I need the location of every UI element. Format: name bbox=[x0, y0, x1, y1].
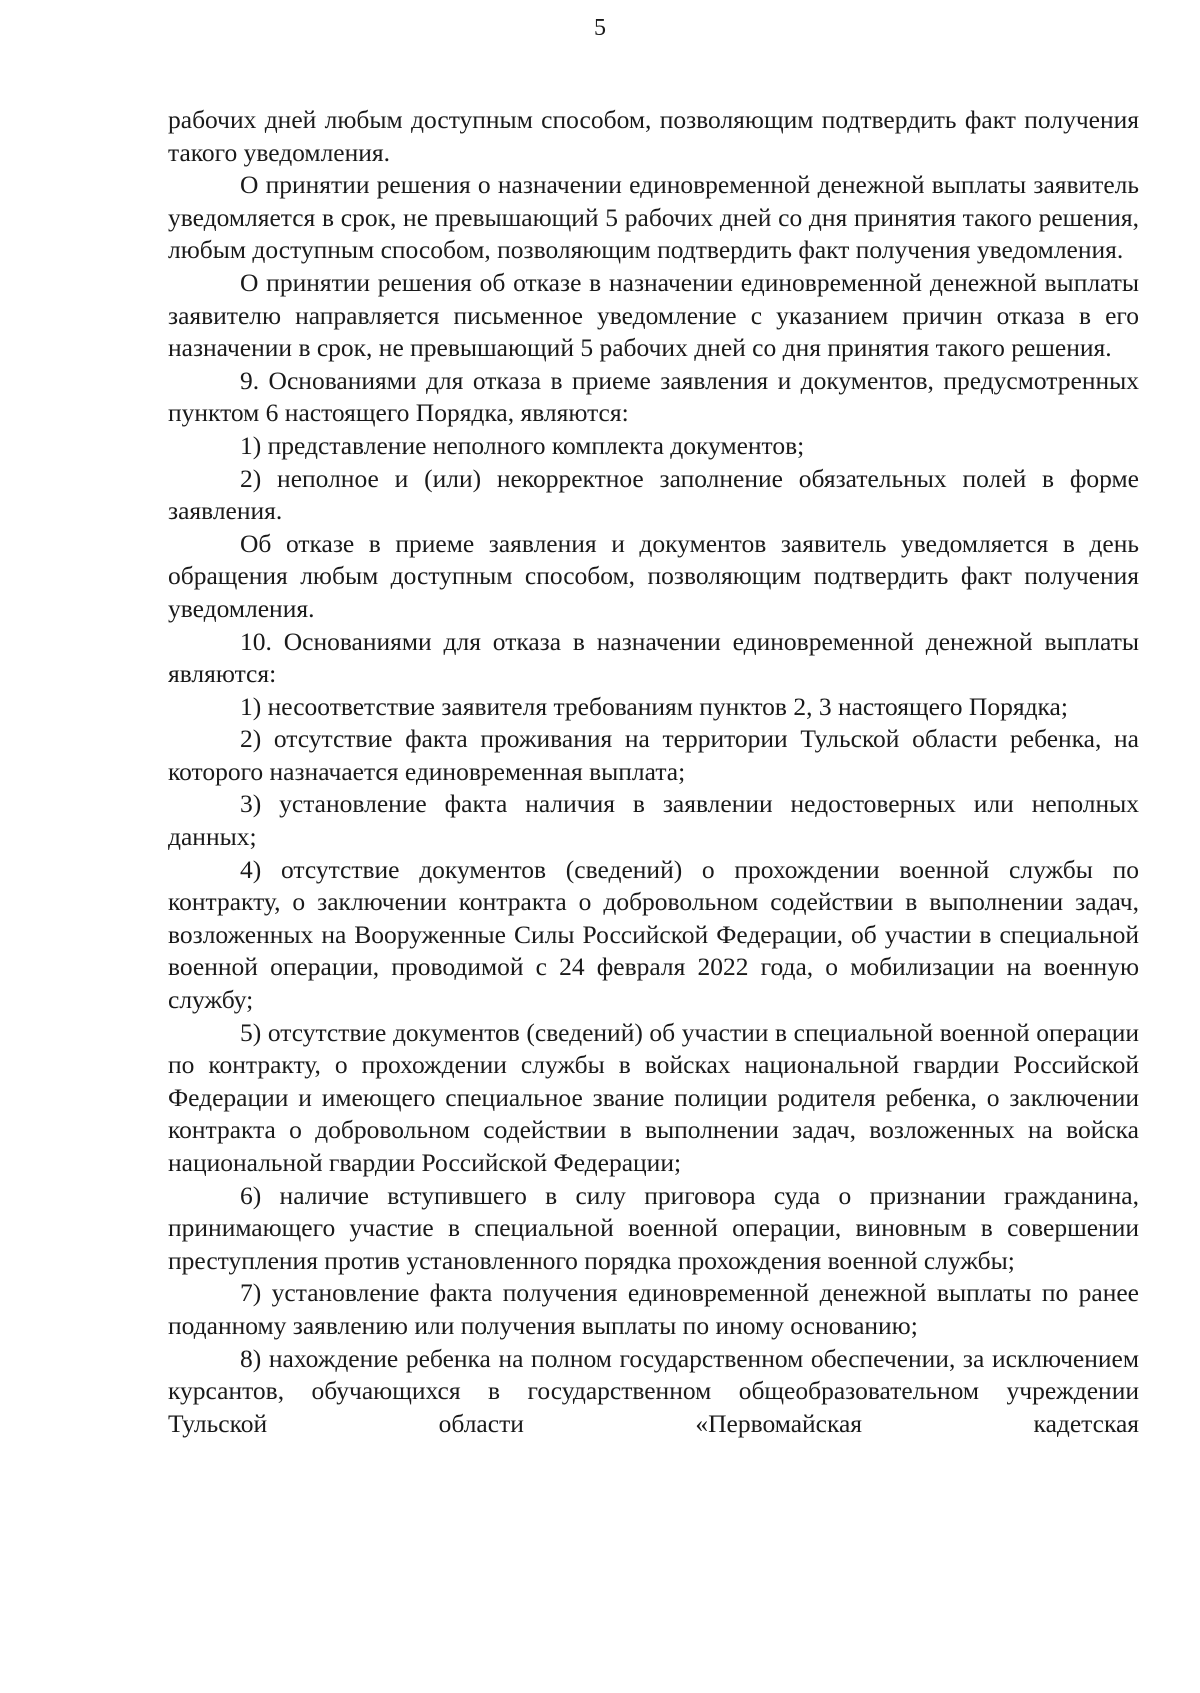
paragraph-item-10-5: 5) отсутствие документов (сведений) об участии в специальной военной операции по контракту, о прохождении службы в войсках национальной гвардии Российской Федерации и имеющего специальное звание полиции родителя ребенка, о заключении контракта о добровольном содействии в выполнении задач, возложенных на войска национальной гвардии Российской Федерации; bbox=[168, 1017, 1139, 1177]
paragraph-item-10: 10. Основаниями для отказа в назначении единовременной денежной выплаты являются: bbox=[168, 626, 1139, 689]
paragraph-continuation: рабочих дней любым доступным способом, позволяющим подтвердить факт получения такого уведомления. bbox=[168, 105, 1139, 167]
paragraph-reception-refusal: Об отказе в приеме заявления и документов заявитель уведомляется в день обращения любым доступным способом, позволяющим подтвердить факт получения уведомления. bbox=[168, 528, 1139, 623]
paragraph-item-10-3: 3) установление факта наличия в заявлении недостоверных или неполных данных; bbox=[168, 789, 1139, 852]
paragraph-item-10-1: 1) несоответствие заявителя требованиям пунктов 2, 3 настоящего Порядка; bbox=[240, 691, 1068, 721]
page-number: 5 bbox=[594, 15, 606, 41]
paragraph-item-10-7: 7) установление факта получения единовременной денежной выплаты по ранее поданному заявлению или получения выплаты по иному основанию; bbox=[168, 1278, 1139, 1340]
paragraph-item-10-6: 6) наличие вступившего в силу приговора суда о признании гражданина, принимающего участие в специальной военной операции, виновным в совершении преступления против установленного порядка прохождения военной службы; bbox=[168, 1180, 1139, 1275]
paragraph-decision-notice: О принятии решения о назначении единовременной денежной выплаты заявитель уведомляется в срок, не превышающий 5 рабочих дней со дня принятия такого решения, любым доступным способом, позволяющим подтвердить факт получения уведомления. bbox=[168, 170, 1139, 265]
paragraph-item-10-2: 2) отсутствие факта проживания на территории Тульской области ребенка, на которого назначается единовременная выплата; bbox=[168, 724, 1139, 786]
paragraph-item-9-1: 1) представление неполного комплекта документов; bbox=[240, 430, 805, 460]
document-body bbox=[168, 104, 1139, 1440]
paragraph-item-10-8: 8) нахождение ребенка на полном государственном обеспечении, за исключением курсантов, обучающихся в государственном общеобразовательном учреждении Тульской области «Первомайская кадетская bbox=[168, 1343, 1139, 1438]
paragraph-item-9-2: 2) неполное и (или) некорректное заполнение обязательных полей в форме заявления. bbox=[168, 463, 1139, 526]
paragraph-refusal-notice: О принятии решения об отказе в назначении единовременной денежной выплаты заявителю направляется письменное уведомление с указанием причин отказа в его назначении в срок, не превышающий 5 рабочих дней со дня принятия такого решения. bbox=[168, 267, 1139, 363]
paragraph-item-9: 9. Основаниями для отказа в приеме заявления и документов, предусмотренных пунктом 6 настоящего Порядка, являются: bbox=[168, 365, 1139, 428]
paragraph-item-10-4: 4) отсутствие документов (сведений) о прохождении военной службы по контракту, о заключении контракта о добровольном содействии в выполнении задач, возложенных на Вооруженные Силы Российской Федерации, об участии в специальной военной операции, проводимой с 24 февраля 2022 года, о мобилизации на военную службу; bbox=[168, 854, 1139, 1015]
